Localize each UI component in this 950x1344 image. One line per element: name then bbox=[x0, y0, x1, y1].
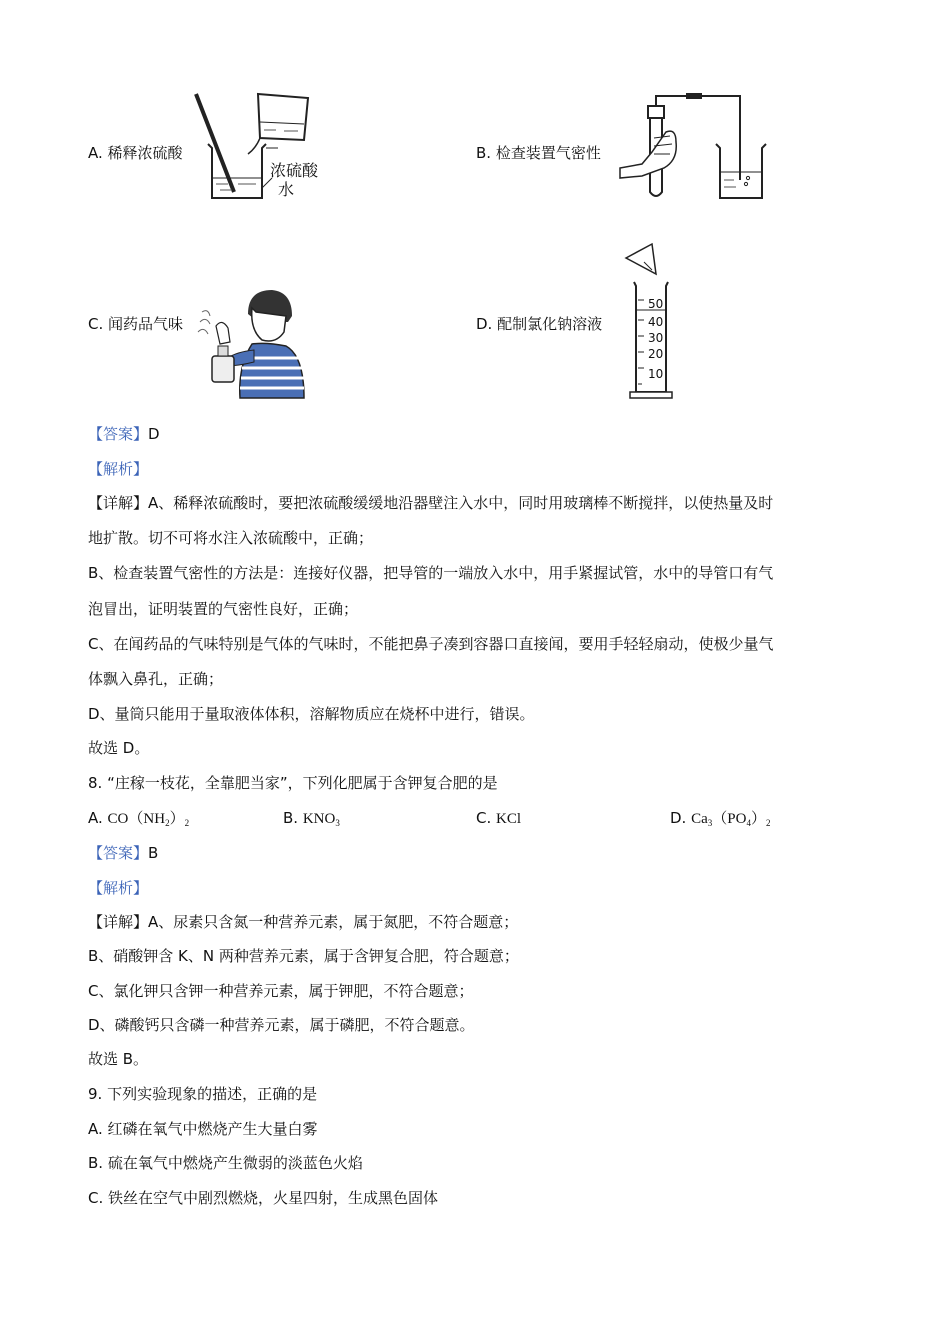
q7-detail-line: 【详解】A、稀释浓硫酸时，要把浓硫酸缓缓地沿器壁注入水中，同时用玻璃棒不断搅拌，以使热量及时 bbox=[88, 494, 774, 512]
mark-10: 10 bbox=[648, 367, 664, 381]
formula-part: Ca bbox=[691, 811, 708, 827]
q7-option-a bbox=[88, 143, 183, 163]
glass-rod bbox=[196, 94, 234, 192]
option-letter: D. bbox=[476, 315, 493, 333]
q7-detail-line: 故选 D。 bbox=[88, 739, 150, 757]
answer-label: 【答案】 bbox=[88, 844, 149, 862]
q7-option-c bbox=[88, 314, 183, 334]
option-text: 闻药品气味 bbox=[108, 315, 184, 333]
mark-50: 50 bbox=[648, 297, 664, 311]
mark-20: 20 bbox=[648, 347, 664, 361]
q9-stem: 9. 下列实验现象的描述，正确的是 bbox=[88, 1085, 318, 1103]
hand bbox=[620, 131, 676, 178]
q8-detail-line: 故选 B。 bbox=[88, 1050, 149, 1068]
option-letter: C. bbox=[476, 809, 492, 827]
q7-analysis-label: 【解析】 bbox=[88, 460, 149, 478]
formula-part: ） bbox=[169, 811, 185, 827]
formula-part: KCl bbox=[496, 811, 522, 827]
q8-stem: 8. “庄稼一枝花，全靠肥当家”，下列化肥属于含钾复合肥的是 bbox=[88, 774, 498, 792]
q8-option-a bbox=[88, 808, 189, 833]
stopper bbox=[648, 106, 664, 118]
q8-detail-line: D、磷酸钙只含磷一种营养元素，属于磷肥，不符合题意。 bbox=[88, 1016, 475, 1034]
option-text: 稀释浓硫酸 bbox=[107, 144, 183, 162]
bottle bbox=[212, 356, 234, 382]
formula-subscript: 4 bbox=[746, 818, 751, 828]
q7-detail-line: 体飘入鼻孔，正确； bbox=[88, 670, 224, 688]
q8-option-b bbox=[283, 808, 340, 833]
q7-detail-line: 地扩散。切不可将水注入浓硫酸中，正确； bbox=[88, 529, 374, 547]
q7-option-b bbox=[476, 143, 601, 163]
formula-part: KNO bbox=[302, 811, 336, 827]
answer-value: B bbox=[148, 844, 159, 862]
answer-value: D bbox=[148, 425, 160, 443]
pouring-beaker bbox=[258, 94, 308, 140]
answer-label: 【答案】 bbox=[88, 425, 149, 443]
formula-subscript: 3 bbox=[707, 818, 713, 828]
formula-subscript: 2 bbox=[165, 818, 170, 828]
mark-30: 30 bbox=[648, 331, 664, 345]
formula-part: CO（NH bbox=[107, 811, 166, 827]
airtightness-check-figure bbox=[614, 88, 774, 206]
q7-answer bbox=[88, 424, 160, 444]
option-letter: B. bbox=[476, 144, 492, 162]
q8-analysis-label: 【解析】 bbox=[88, 879, 149, 897]
q9-option-b: B. 硫在氧气中燃烧产生微弱的淡蓝色火焰 bbox=[88, 1154, 363, 1172]
smell-chemicals-figure bbox=[192, 286, 308, 402]
label-concentrated-acid: 浓硫酸 bbox=[270, 161, 319, 180]
formula-subscript: 2 bbox=[765, 818, 771, 828]
option-letter: B. bbox=[283, 809, 299, 827]
option-letter: A. bbox=[88, 144, 103, 162]
option-letter: D. bbox=[670, 809, 687, 827]
label-water: 水 bbox=[278, 180, 295, 199]
q7-detail-line: C、在闻药品的气味特别是气体的气味时，不能把鼻子凑到容器口直接闻，要用手轻轻扇动，使极少量气 bbox=[88, 635, 774, 653]
vapor-lines bbox=[198, 311, 210, 334]
fanning-hand bbox=[216, 322, 230, 344]
mark-40: 40 bbox=[648, 315, 664, 329]
dilute-sulfuric-acid-figure bbox=[186, 88, 336, 206]
option-text: 配制氯化钠溶液 bbox=[497, 315, 603, 333]
q8-detail-line: B、硝酸钾含 K、N 两种营养元素，属于含钾复合肥，符合题意； bbox=[88, 947, 519, 965]
q7-detail-line: D、量筒只能用于量取液体体积，溶解物质应在烧杯中进行，错误。 bbox=[88, 705, 535, 723]
q8-detail-line: C、氯化钾只含钾一种营养元素，属于钾肥，不符合题意； bbox=[88, 982, 474, 1000]
q8-option-c bbox=[476, 808, 521, 829]
q9-option-c: C. 铁丝在空气中剧烈燃烧，火星四射，生成黑色固体 bbox=[88, 1189, 439, 1207]
formula-part: （PO bbox=[712, 811, 747, 827]
formula-subscript: 3 bbox=[335, 818, 340, 828]
q8-detail-line: 【详解】A、尿素只含氮一种营养元素，属于氮肥，不符合题意； bbox=[88, 913, 519, 931]
option-text: 检查装置气密性 bbox=[495, 144, 601, 162]
q7-option-d bbox=[476, 314, 602, 334]
graduated-cylinder-figure bbox=[622, 240, 682, 402]
option-letter: C. bbox=[88, 315, 104, 333]
q8-answer bbox=[88, 843, 158, 863]
q8-option-d bbox=[670, 808, 770, 833]
formula-part: ） bbox=[750, 811, 766, 827]
q7-detail-line: 泡冒出，证明装置的气密性良好，正确； bbox=[88, 600, 359, 618]
formula-subscript: 2 bbox=[184, 818, 190, 828]
q7-detail-line: B、检查装置气密性的方法是：连接好仪器，把导管的一端放入水中，用手紧握试管，水中的导管口有气 bbox=[88, 564, 774, 582]
q9-option-a: A. 红磷在氧气中燃烧产生大量白雾 bbox=[88, 1120, 318, 1138]
option-letter: A. bbox=[88, 809, 103, 827]
